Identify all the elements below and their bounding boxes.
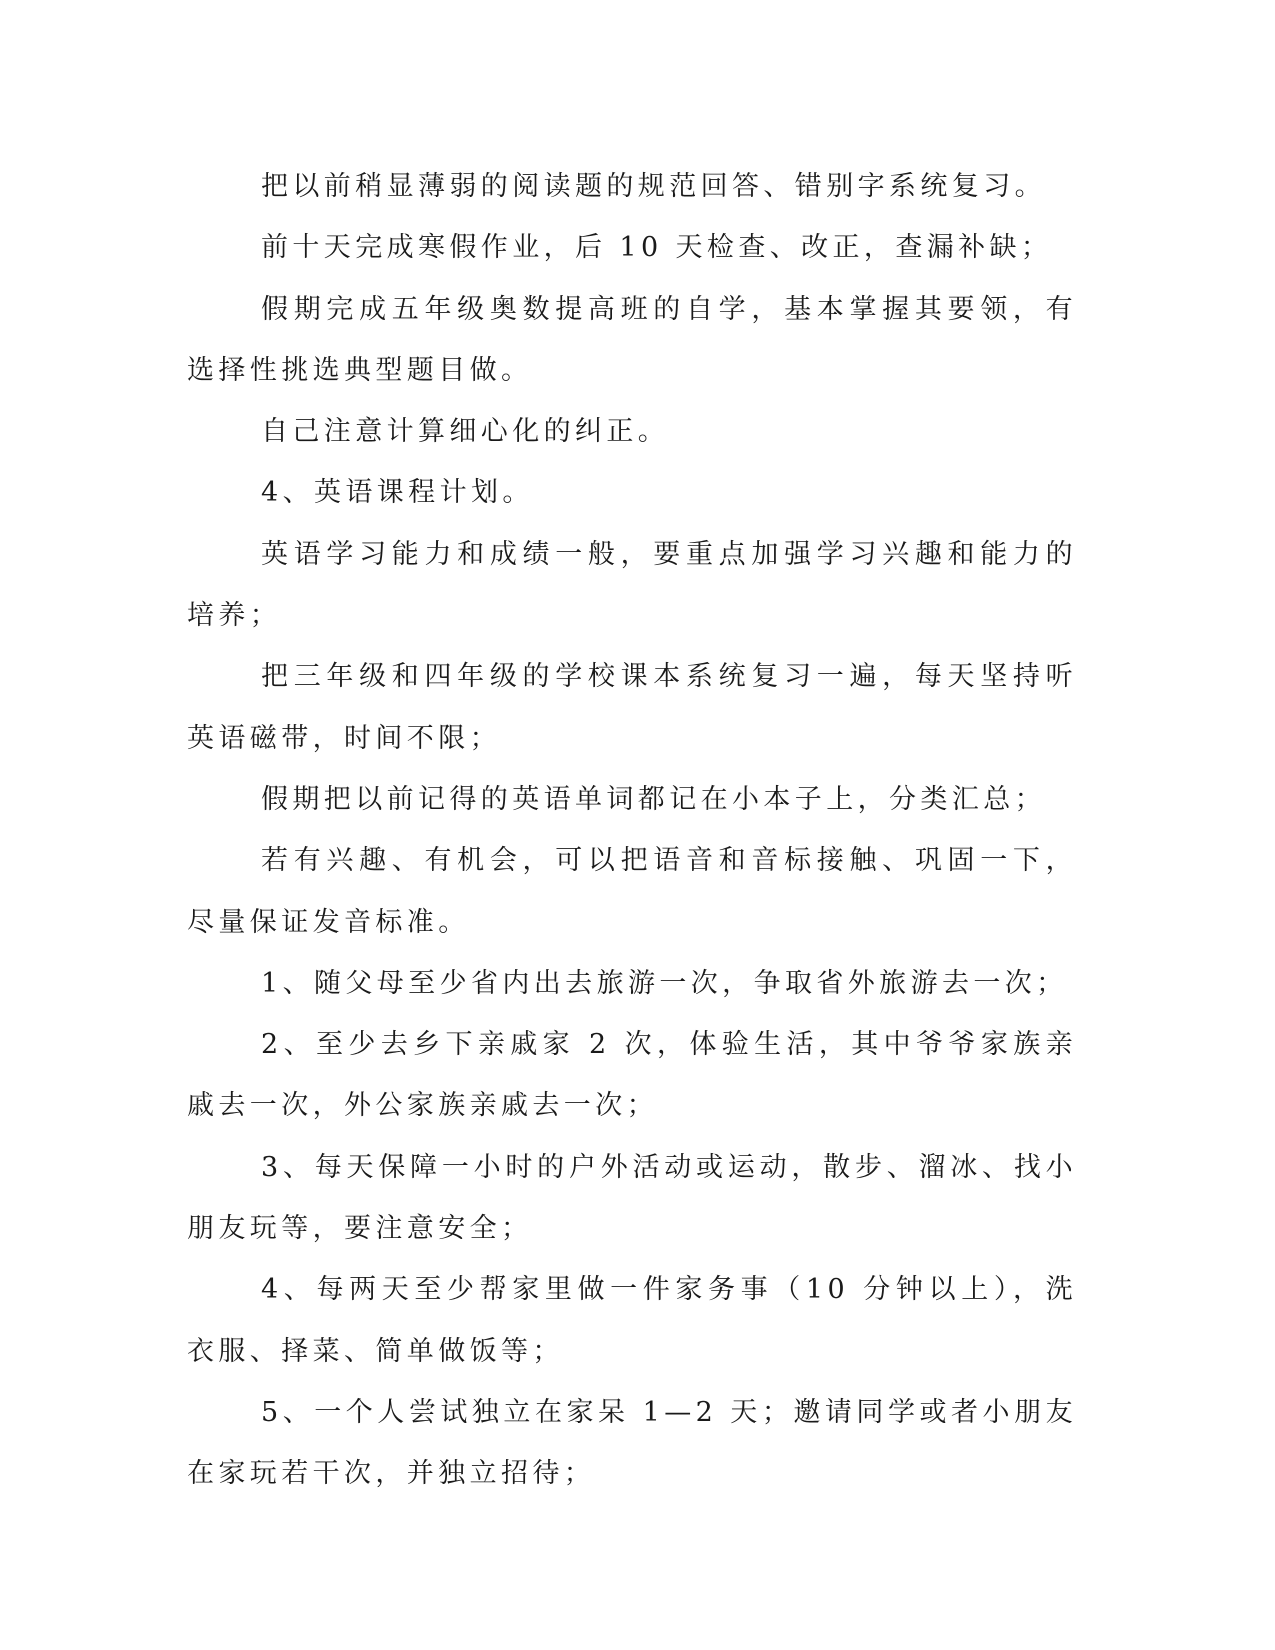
document-body: [187, 156, 1077, 1505]
list-item: 1、随父母至少省内出去旅游一次，争取省外旅游去一次；: [261, 967, 1068, 999]
section-heading: 4、英语课程计划。: [261, 477, 534, 509]
list-item: 2、至少去乡下亲戚家 2 次，体验生活，其中爷爷家族亲戚去一次，外公家族亲戚去一次；: [187, 1029, 1077, 1122]
paragraph: 自己注意计算细心化的纠正。: [261, 416, 670, 448]
paragraph: 前十天完成寒假作业，后 10 天检查、改正，查漏补缺；: [261, 232, 1053, 264]
paragraph: 假期把以前记得的英语单词都记在小本子上，分类汇总；: [261, 783, 1046, 815]
paragraph: 英语学习能力和成绩一般，要重点加强学习兴趣和能力的培养；: [187, 538, 1077, 632]
list-item: 3、每天保障一小时的户外活动或运动，散步、溜冰、找小朋友玩等，要注意安全；: [187, 1151, 1077, 1245]
list-item: 4、每两天至少帮家里做一件家务事（10 分钟以上），洗衣服、择菜、简单做饭等；: [187, 1274, 1077, 1367]
paragraph: 把以前稍显薄弱的阅读题的规范回答、错别字系统复习。: [261, 171, 1046, 202]
paragraph: 假期完成五年级奥数提高班的自学，基本掌握其要领，有选择性挑选典型题目做。: [187, 293, 1077, 386]
paragraph: 若有兴趣、有机会，可以把语音和音标接触、巩固一下，尽量保证发音标准。: [187, 845, 1077, 938]
paragraph: 把三年级和四年级的学校课本系统复习一遍，每天坚持听英语磁带，时间不限；: [187, 661, 1077, 754]
list-item: 5、一个人尝试独立在家呆 1—2 天；邀请同学或者小朋友在家玩若干次，并独立招待；: [187, 1396, 1077, 1490]
